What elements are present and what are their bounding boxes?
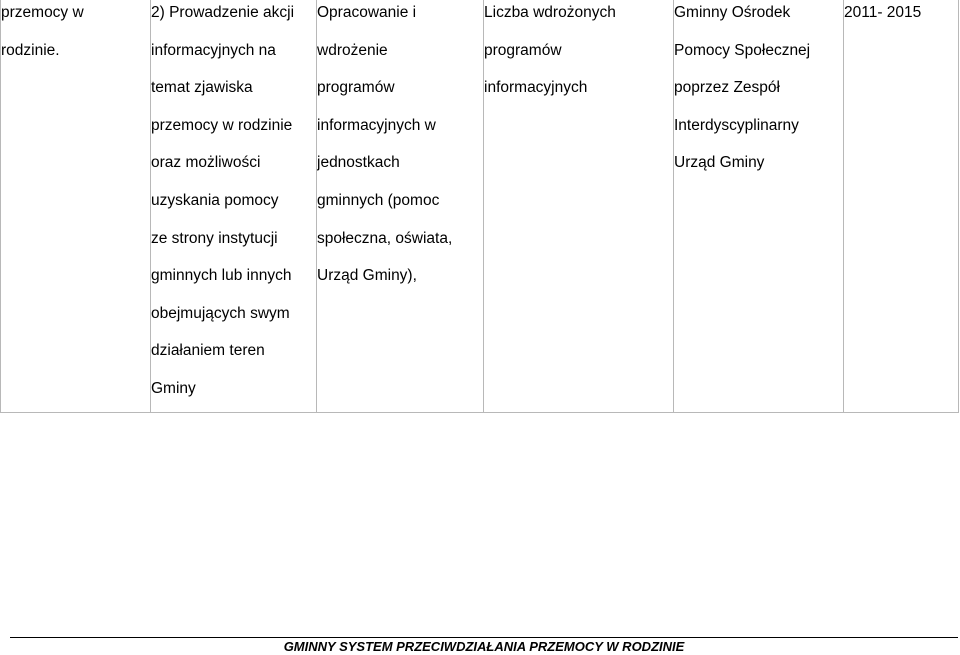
cell-line: ze strony instytucji: [151, 229, 278, 247]
cell-line: obejmujących swym: [151, 304, 290, 322]
cell-line: Interdyscyplinarny: [674, 116, 799, 134]
cell-line: uzyskania pomocy: [151, 191, 279, 209]
cell-action: [317, 0, 484, 413]
page-footer: GMINNY SYSTEM PRZECIWDZIAŁANIA PRZEMOCY W RODZINIE: [10, 637, 958, 655]
cell-task: [151, 0, 317, 413]
cell-line: gminnych (pomoc: [317, 191, 440, 209]
cell-objective: [1, 0, 151, 413]
cell-line: Urząd Gminy: [674, 154, 765, 172]
cell-line: gminnych lub innych: [151, 267, 292, 285]
cell-line: wdrożenie: [317, 41, 388, 59]
cell-line: oraz możliwości: [151, 154, 261, 172]
cell-line: Liczba wdrożonych: [484, 4, 616, 21]
cell-line: przemocy w: [1, 4, 84, 21]
table-row: [1, 0, 959, 413]
cell-line: Pomocy Społecznej: [674, 41, 811, 59]
cell-line: Urząd Gminy),: [317, 267, 417, 285]
cell-line: informacyjnych: [484, 79, 588, 97]
cell-line: temat zjawiska: [151, 79, 253, 97]
cell-line: Gminy: [151, 379, 196, 397]
cell-line: rodzinie.: [1, 41, 60, 59]
cell-line: działaniem teren: [151, 342, 265, 360]
cell-line: Gminny Ośrodek: [674, 4, 791, 21]
cell-responsible: [674, 0, 844, 413]
cell-line: przemocy w rodzinie: [151, 116, 293, 134]
cell-line: jednostkach: [317, 154, 400, 172]
cell-line: Opracowanie i: [317, 4, 417, 21]
cell-line: poprzez Zespół: [674, 79, 780, 97]
cell-line: informacyjnych w: [317, 116, 436, 134]
cell-line: społeczna, oświata,: [317, 229, 453, 247]
cell-line: informacyjnych na: [151, 41, 276, 59]
cell-line: programów: [484, 41, 562, 59]
cell-line: 2011- 2015: [844, 4, 922, 21]
cell-line: 2) Prowadzenie akcji: [151, 4, 295, 21]
cell-line: programów: [317, 79, 395, 97]
cell-indicator: [484, 0, 674, 413]
cell-timeframe: [844, 0, 959, 413]
